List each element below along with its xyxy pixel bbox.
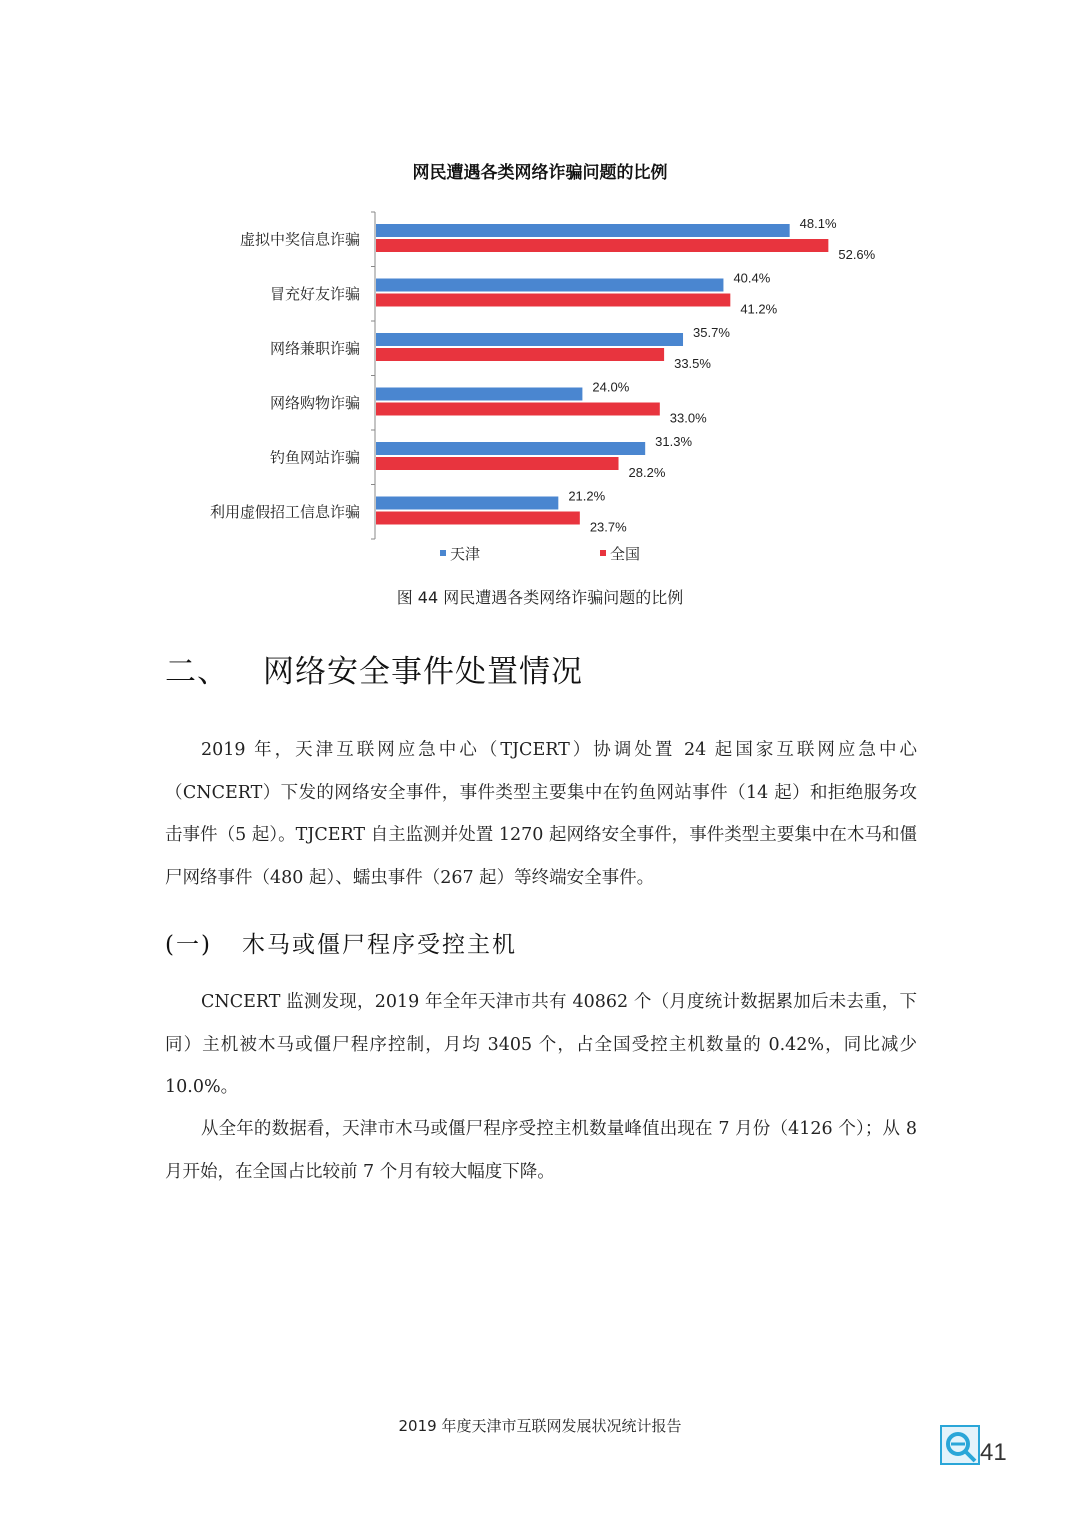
data-label: 35.7%	[693, 325, 730, 340]
bar-national	[376, 403, 660, 416]
data-label: 41.2%	[740, 301, 778, 317]
category-label: 虚拟中奖信息诈骗	[239, 230, 360, 249]
section-title: 网络安全事件处置情况	[263, 654, 583, 690]
section-number: 二、	[165, 654, 229, 690]
chart-title: 网民遭遇各类网络诈骗问题的比例	[412, 163, 668, 183]
paragraph-3: 从全年的数据看，天津市木马或僵尸程序受控主机数量峰值出现在 7 月份（4126 个）；从 8 月开始，在全国占比较前 7 个月有较大幅度下降。	[165, 1119, 917, 1182]
data-label: 23.7%	[589, 519, 627, 535]
data-label: 31.3%	[655, 434, 693, 449]
page-number-block	[940, 1425, 1020, 1469]
bar-national	[376, 239, 828, 252]
legend-label: 全国	[610, 545, 641, 563]
category-label: 网络购物诈骗	[269, 393, 360, 412]
data-label: 24.0%	[592, 379, 630, 395]
category-label: 网络兼职诈骗	[269, 339, 360, 358]
subsection-number: (一)	[165, 932, 212, 958]
data-label: 33.5%	[674, 356, 711, 371]
category-label: 利用虚假招工信息诈骗	[209, 502, 360, 521]
bar-chart	[0, 0, 1080, 580]
paragraph-2: CNCERT 监测发现，2019 年全年天津市共有 40862 个（月度统计数据累加后未去重，下同）主机被木马或僵尸程序控制，月均 3405 个，占全国受控主机数量的 0.42%，同比减少 10.0%。	[165, 992, 917, 1097]
category-label: 钓鱼网站诈骗	[269, 448, 360, 467]
category-label: 冒充好友诈骗	[269, 284, 360, 303]
bar-tianjin	[376, 333, 683, 346]
subsection-title: 木马或僵尸程序受控主机	[241, 932, 517, 958]
data-label: 33.0%	[669, 410, 707, 426]
data-label: 52.6%	[838, 247, 876, 262]
bar-national	[376, 294, 730, 307]
data-label: 28.2%	[628, 465, 666, 480]
bar-tianjin	[376, 279, 723, 292]
bar-tianjin	[376, 224, 790, 237]
report-logo-icon	[940, 1425, 980, 1465]
section-heading	[165, 646, 583, 691]
bar-national	[376, 457, 619, 470]
data-label: 48.1%	[799, 216, 837, 231]
page-number: 41	[980, 1439, 1007, 1466]
legend-swatch	[440, 550, 446, 556]
legend-swatch	[600, 550, 606, 556]
data-label: 40.4%	[733, 270, 771, 286]
bar-national	[376, 348, 664, 361]
paragraph-1: 2019 年，天津互联网应急中心（TJCERT）协调处置 24 起国家互联网应急中心（CNCERT）下发的网络安全事件，事件类型主要集中在钓鱼网站事件（14 起）和拒绝服务攻击事件（5 起）。TJCERT 自主监测并处置 1270 起网络安全事件，事件类型主要集中在木马和僵尸网络事件（480 起）、蠕虫事件（267 起）等终端安全事件。	[165, 740, 917, 888]
bar-tianjin	[376, 388, 582, 401]
data-label: 21.2%	[568, 488, 606, 504]
subsection-heading	[165, 926, 517, 959]
bar-tianjin	[376, 442, 645, 455]
figure-caption: 图 44 网民遭遇各类网络诈骗问题的比例	[396, 588, 684, 607]
legend-label: 天津	[450, 545, 481, 563]
footer-title: 2019 年度天津市互联网发展状况统计报告	[398, 1417, 682, 1435]
bar-tianjin	[376, 497, 558, 510]
bar-national	[376, 512, 580, 525]
